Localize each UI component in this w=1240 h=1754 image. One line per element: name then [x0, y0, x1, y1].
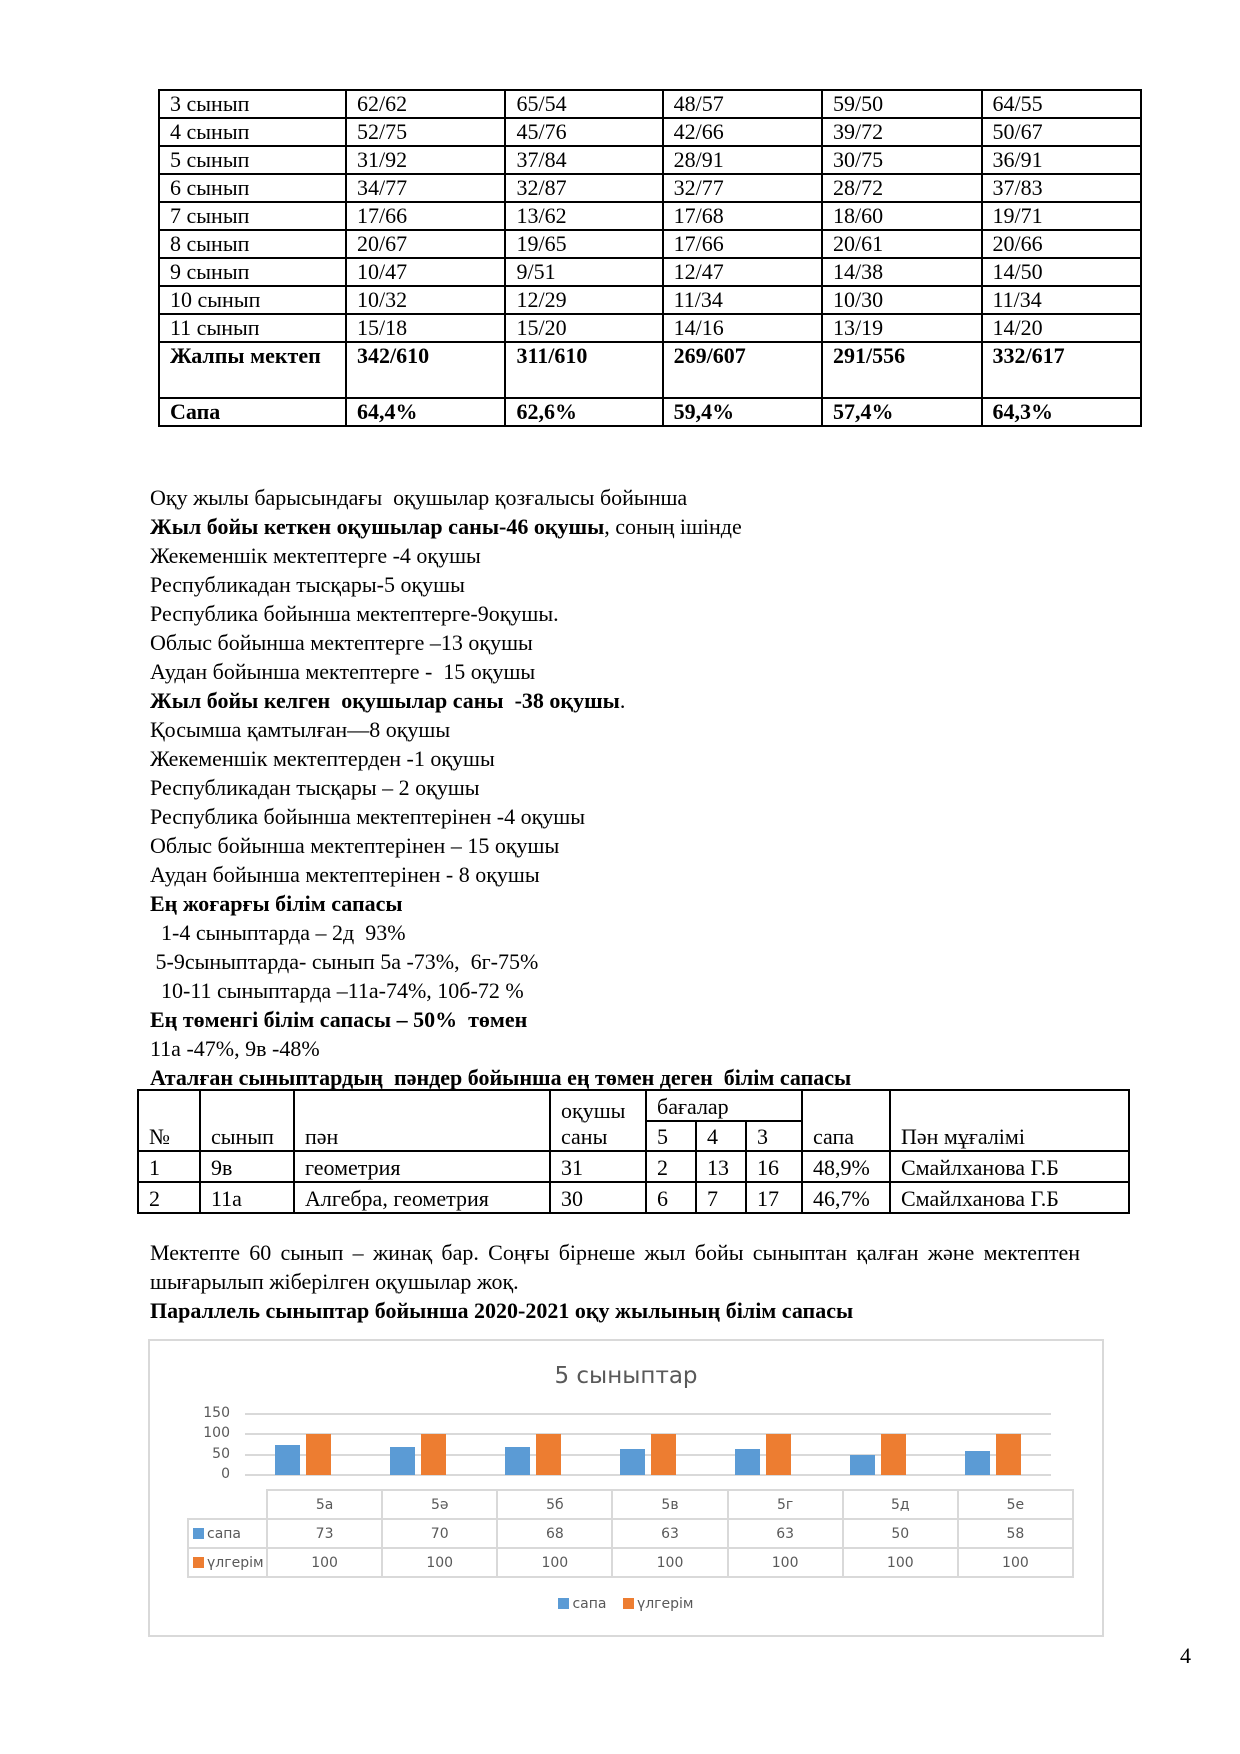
cell: 42/66	[663, 118, 822, 146]
cell: 64/55	[982, 90, 1142, 118]
gridline	[245, 1433, 1051, 1435]
bar-sapa	[620, 1449, 645, 1475]
cell: 50/67	[982, 118, 1142, 146]
cell: 62,6%	[505, 398, 662, 426]
y-tick-label: 150	[203, 1405, 230, 1421]
table-row	[159, 146, 1141, 174]
lowest-subject-quality-table	[137, 1089, 1130, 1214]
data-table-row	[188, 1519, 1073, 1548]
gridline	[245, 1454, 1051, 1456]
quality-bar-chart	[148, 1339, 1104, 1637]
arrived-item: Қосымша қамтылған—8 оқушы	[150, 717, 451, 742]
legend-item-ulgerim: үлгерім	[623, 1596, 694, 1612]
data-value: 100	[958, 1548, 1073, 1577]
y-tick-label: 0	[221, 1466, 230, 1482]
cell: 20/66	[982, 230, 1142, 258]
header-grades: бағалар	[646, 1090, 802, 1121]
arrived-item: Республикадан тысқары – 2 оқушы	[150, 775, 480, 800]
class-results-table	[158, 89, 1142, 427]
y-tick-label: 100	[203, 1425, 230, 1442]
legend-swatch-icon	[623, 1598, 634, 1609]
bar-ulgerim	[306, 1434, 331, 1475]
table-row	[159, 230, 1141, 258]
table-row: 2 11а Алгебра, геометрия 30 6 7 17 46,7% Смайлханова Г.Б	[138, 1182, 1129, 1213]
y-tick-label: 50	[212, 1445, 230, 1462]
cell: 291/556	[822, 342, 981, 398]
header-num: №	[138, 1090, 200, 1151]
cell: 17/66	[663, 230, 822, 258]
category-label: 5е	[958, 1490, 1073, 1519]
arrived-heading-line	[150, 686, 625, 715]
left-item: Республика бойынша мектептерге-9оқушы.	[150, 601, 559, 626]
cell: 52/75	[346, 118, 505, 146]
data-value: 63	[612, 1519, 727, 1548]
cell: 15/20	[505, 314, 662, 342]
row-label: 9 сынып	[159, 258, 346, 286]
gridline	[245, 1474, 1051, 1476]
data-value: 100	[382, 1548, 497, 1577]
category-label: 5в	[612, 1490, 727, 1519]
cell: 64,3%	[982, 398, 1142, 426]
cell: 14/38	[822, 258, 981, 286]
arrived-item: Облыс бойынша мектептерінен – 15 оқушы	[150, 833, 560, 858]
data-value: 63	[728, 1519, 843, 1548]
row-label: Жалпы мектеп	[159, 342, 346, 398]
arrived-heading-tail: .	[619, 688, 626, 713]
bar-ulgerim	[536, 1434, 561, 1475]
cell: 59,4%	[663, 398, 822, 426]
header-quality: сапа	[802, 1090, 890, 1151]
legend-item-sapa: сапа	[558, 1596, 606, 1612]
cell: 311/610	[505, 342, 662, 398]
total-row	[159, 342, 1141, 398]
row-label: 5 сынып	[159, 146, 346, 174]
row-label: 4 сынып	[159, 118, 346, 146]
data-value: 100	[267, 1548, 382, 1577]
highest-quality-item: 5-9сыныптарда- сынып 5а -73%, 6г-75%	[150, 949, 539, 974]
summary-paragraph: Мектепте 60 сынып – жинақ бар. Соңғы бірнеше жыл бойы сыныптан қалған және мектептен шығарылып жіберілген оқушылар жоқ.	[150, 1240, 1080, 1294]
cell: 39/72	[822, 118, 981, 146]
data-value: 100	[612, 1548, 727, 1577]
cell: 11/34	[663, 286, 822, 314]
legend-swatch-icon	[558, 1598, 569, 1609]
cell: 28/91	[663, 146, 822, 174]
cell: 18/60	[822, 202, 981, 230]
category-label: 5ә	[382, 1490, 497, 1519]
chart-legend	[150, 1596, 1102, 1612]
cell: 17/68	[663, 202, 822, 230]
cell: 19/65	[505, 230, 662, 258]
lowest-quality-text: 11а -47%, 9в -48%	[150, 1036, 320, 1061]
table-row	[159, 202, 1141, 230]
row-label: 11 сынып	[159, 314, 346, 342]
chart-heading: Параллель сыныптар бойынша 2020-2021 оқу жылының білім сапасы	[150, 1298, 854, 1323]
cell: 31/92	[346, 146, 505, 174]
cell: 48/57	[663, 90, 822, 118]
cell: 57,4%	[822, 398, 981, 426]
cell: 9/51	[505, 258, 662, 286]
cell: 12/29	[505, 286, 662, 314]
cell: 37/83	[982, 174, 1142, 202]
cell: 32/77	[663, 174, 822, 202]
cell: 30/75	[822, 146, 981, 174]
cell: 20/61	[822, 230, 981, 258]
cell: 64,4%	[346, 398, 505, 426]
header-subject: пән	[294, 1090, 550, 1151]
data-value: 70	[382, 1519, 497, 1548]
cell: 19/71	[982, 202, 1142, 230]
left-heading-line	[150, 512, 742, 541]
cell: 13/19	[822, 314, 981, 342]
cell: 269/607	[663, 342, 822, 398]
cell: 28/72	[822, 174, 981, 202]
table-row	[159, 118, 1141, 146]
data-value: 58	[958, 1519, 1073, 1548]
bar-ulgerim	[421, 1434, 446, 1475]
gridline	[245, 1413, 1051, 1415]
cell: 12/47	[663, 258, 822, 286]
highest-quality-item: 10-11 сыныптарда –11а-74%, 10б-72 %	[150, 978, 524, 1003]
cell: 14/16	[663, 314, 822, 342]
table-row	[159, 174, 1141, 202]
header-teacher: Пән мұғалімі	[890, 1090, 1129, 1151]
quality-row	[159, 398, 1141, 426]
subject-table-heading: Аталған сыныптардың пәндер бойынша ең төмен деген білім сапасы	[150, 1065, 852, 1090]
left-item: Облыс бойынша мектептерге –13 оқушы	[150, 630, 533, 655]
cell: 59/50	[822, 90, 981, 118]
cell: 14/20	[982, 314, 1142, 342]
lowest-quality-heading: Ең төменгі білім сапасы – 50% төмен	[150, 1007, 528, 1032]
cell: 65/54	[505, 90, 662, 118]
cell: 13/62	[505, 202, 662, 230]
cell: 34/77	[346, 174, 505, 202]
cell: 37/84	[505, 146, 662, 174]
arrived-item: Аудан бойынша мектептерінен - 8 оқушы	[150, 862, 540, 887]
header-grade-3: 3	[746, 1121, 802, 1151]
cell: 10/47	[346, 258, 505, 286]
cell: 62/62	[346, 90, 505, 118]
row-label: 3 сынып	[159, 90, 346, 118]
table-row	[159, 90, 1141, 118]
category-label: 5а	[267, 1490, 382, 1519]
cell: 332/617	[982, 342, 1142, 398]
data-value: 73	[267, 1519, 382, 1548]
table-row	[159, 286, 1141, 314]
header-grade-5: 5	[646, 1121, 696, 1151]
series-label: үлгерім	[188, 1548, 267, 1577]
legend-swatch-icon	[193, 1528, 204, 1539]
bar-ulgerim	[766, 1434, 791, 1475]
highest-quality-heading: Ең жоғарғы білім сапасы	[150, 891, 403, 916]
header-class: сынып	[200, 1090, 294, 1151]
row-label: Сапа	[159, 398, 346, 426]
cell: 10/32	[346, 286, 505, 314]
bar-sapa	[965, 1451, 990, 1475]
arrived-item: Республика бойынша мектептерінен -4 оқушы	[150, 804, 586, 829]
category-label: 5б	[497, 1490, 612, 1519]
cell: 15/18	[346, 314, 505, 342]
left-item: Аудан бойынша мектептерге - 15 оқушы	[150, 659, 536, 684]
movement-intro: Оқу жылы барысындағы оқушылар қозғалысы бойынша	[150, 485, 688, 510]
arrived-heading: Жыл бойы келген оқушылар саны -38 оқушы	[150, 688, 620, 713]
data-value: 100	[728, 1548, 843, 1577]
left-heading: Жыл бойы кеткен оқушылар саны-46 оқушы	[150, 514, 605, 539]
cell: 32/87	[505, 174, 662, 202]
cell: 342/610	[346, 342, 505, 398]
left-heading-tail: , соның ішінде	[604, 514, 742, 539]
row-label: 7 сынып	[159, 202, 346, 230]
category-label: 5д	[843, 1490, 958, 1519]
category-label: 5г	[728, 1490, 843, 1519]
table-row	[159, 258, 1141, 286]
arrived-item: Жекеменшік мектептерден -1 оқушы	[150, 746, 495, 771]
bar-sapa	[275, 1445, 300, 1475]
data-value: 100	[843, 1548, 958, 1577]
highest-quality-item: 1-4 сыныптарда – 2д 93%	[150, 920, 406, 945]
bar-sapa	[850, 1455, 875, 1475]
data-value: 50	[843, 1519, 958, 1548]
header-grade-4: 4	[696, 1121, 746, 1151]
row-label: 10 сынып	[159, 286, 346, 314]
data-value: 100	[497, 1548, 612, 1577]
bar-sapa	[735, 1449, 760, 1475]
data-value: 68	[497, 1519, 612, 1548]
page-number: 4	[1180, 1643, 1191, 1668]
header-students: оқушы саны	[550, 1090, 646, 1151]
bar-sapa	[390, 1447, 415, 1475]
row-label: 8 сынып	[159, 230, 346, 258]
bar-ulgerim	[881, 1434, 906, 1475]
chart-data-table	[187, 1489, 1074, 1578]
cell: 14/50	[982, 258, 1142, 286]
cell: 11/34	[982, 286, 1142, 314]
cell: 17/66	[346, 202, 505, 230]
table-row: 1 9в геометрия 31 2 13 16 48,9% Смайлханова Г.Б	[138, 1151, 1129, 1182]
row-label: 6 сынып	[159, 174, 346, 202]
series-label: сапа	[188, 1519, 267, 1548]
data-table-row	[188, 1548, 1073, 1577]
cell: 10/30	[822, 286, 981, 314]
bar-sapa	[505, 1447, 530, 1475]
cell: 45/76	[505, 118, 662, 146]
cell: 20/67	[346, 230, 505, 258]
bar-ulgerim	[651, 1434, 676, 1475]
cell: 36/91	[982, 146, 1142, 174]
left-item: Жекеменшік мектептерге -4 оқушы	[150, 543, 481, 568]
legend-swatch-icon	[193, 1557, 204, 1568]
left-item: Республикадан тысқары-5 оқушы	[150, 572, 465, 597]
bar-ulgerim	[996, 1434, 1021, 1475]
table-row	[159, 314, 1141, 342]
chart-title: 5 сыныптар	[554, 1363, 698, 1389]
